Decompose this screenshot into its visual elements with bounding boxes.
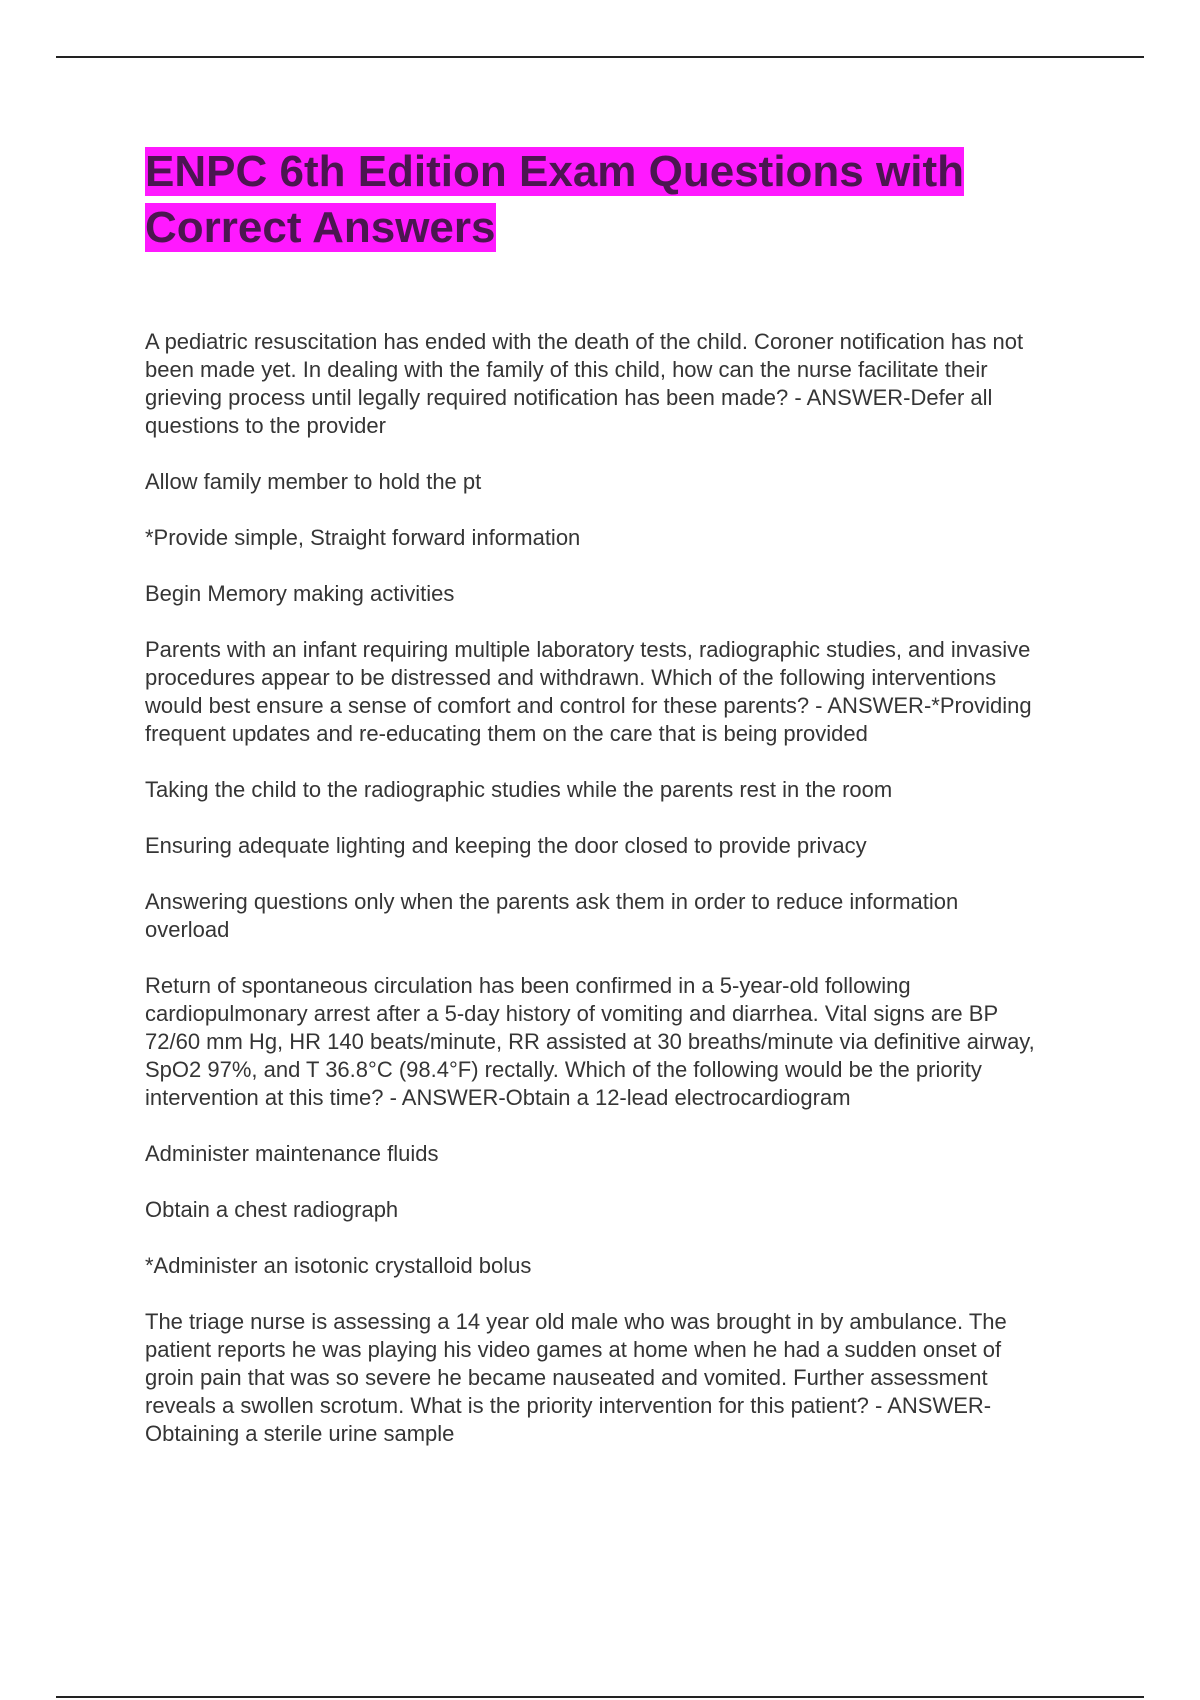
answer-option: *Administer an isotonic crystalloid bolus (145, 1253, 532, 1278)
answer-option: Allow family member to hold the pt (145, 469, 482, 494)
answer-option: Obtain a chest radiograph (145, 1197, 399, 1222)
document-title (145, 144, 1065, 256)
answer-option: Administer maintenance fluids (145, 1141, 439, 1166)
top-rule (56, 56, 1144, 58)
question-paragraph: Parents with an infant requiring multiple laboratory tests, radiographic studies, and invasive procedures appear to be distressed and withdrawn. Which of the following interventions would best ensure a sense of comfort and control for these parents? - ANSWER-*Providing frequent updates and re-educating them on the care that is being provided (145, 637, 1032, 746)
question-paragraph: Return of spontaneous circulation has been confirmed in a 5-year-old following cardiopulmonary arrest after a 5-day history of vomiting and diarrhea. Vital signs are BP 72/60 mm Hg, HR 140 beats/minute, RR assisted at 30 breaths/minute via definitive airway, SpO2 97%, and T 36.8°C (98.4°F) rectally. Which of the following would be the priority intervention at this time? - ANSWER-Obtain a 12-lead electrocardiogram (145, 973, 1035, 1110)
answer-option: Begin Memory making activities (145, 581, 455, 606)
document-body (145, 144, 1065, 1476)
bottom-rule (56, 1696, 1144, 1698)
title-line-1: ENPC 6th Edition Exam Questions with (145, 147, 964, 196)
title-line-2: Correct Answers (145, 203, 496, 252)
question-paragraph: The triage nurse is assessing a 14 year old male who was brought in by ambulance. The patient reports he was playing his video games at home when he had a sudden onset of groin pain that was so severe he became nauseated and vomited. Further assessment reveals a swollen scrotum. What is the priority intervention for this patient? - ANSWER-Obtaining a sterile urine sample (145, 1309, 1007, 1446)
answer-option: Answering questions only when the parents ask them in order to reduce information overload (145, 889, 959, 942)
answer-option: Taking the child to the radiographic studies while the parents rest in the room (145, 777, 893, 802)
question-paragraph: A pediatric resuscitation has ended with the death of the child. Coroner notification has not been made yet. In dealing with the family of this child, how can the nurse facilitate their grieving process until legally required notification has been made? - ANSWER-Defer all questions to the provider (145, 329, 1024, 438)
answer-option: Ensuring adequate lighting and keeping the door closed to provide privacy (145, 833, 867, 858)
answer-option: *Provide simple, Straight forward information (145, 525, 581, 550)
question-list (145, 328, 1065, 1448)
